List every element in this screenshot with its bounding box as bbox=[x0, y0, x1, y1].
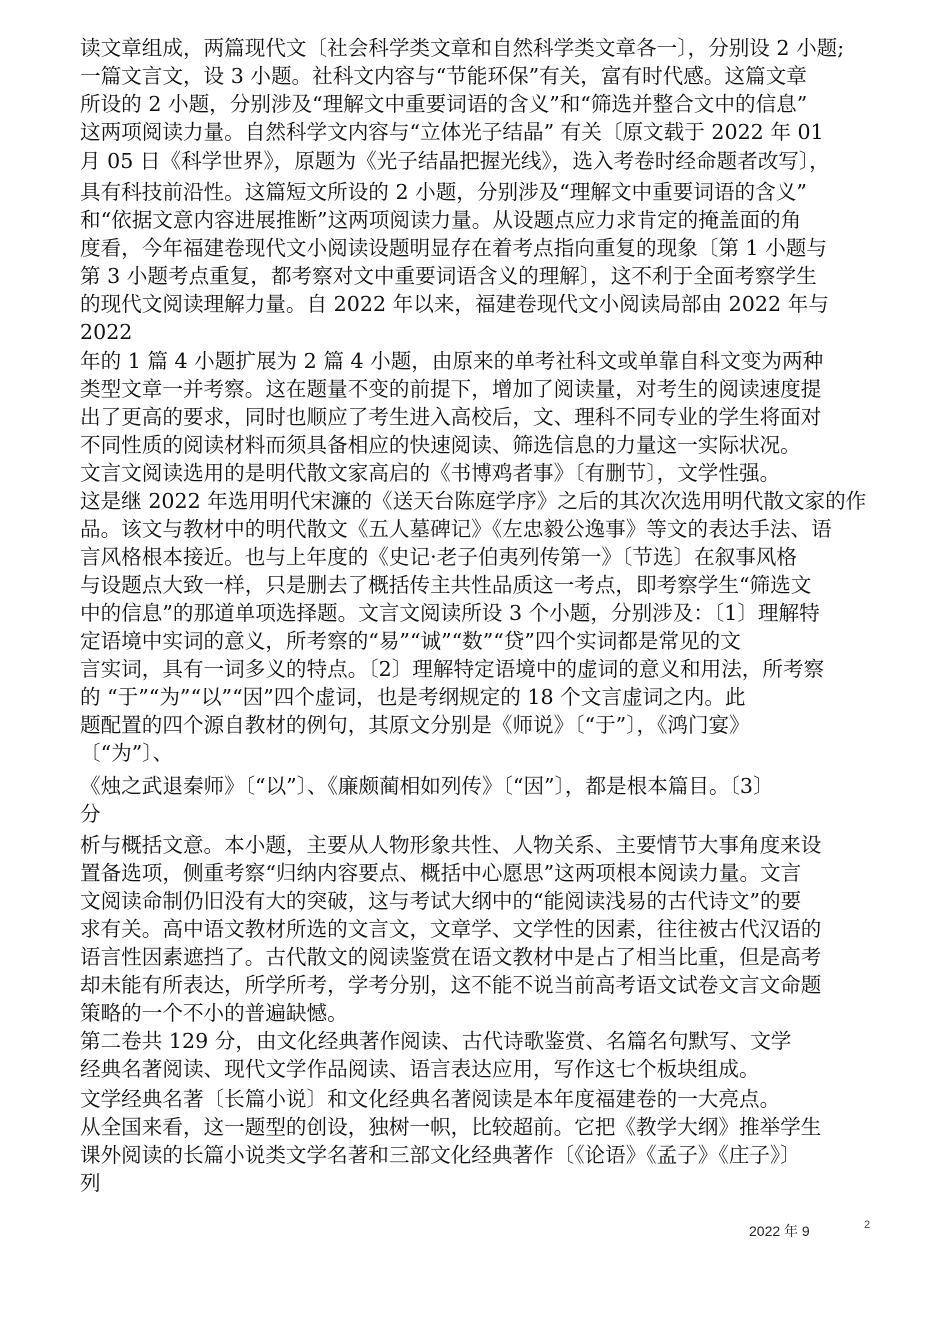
text-line: 文学经典名著〔长篇小说〕和文化经典名著阅读是本年度福建卷的一大亮点。 bbox=[80, 1087, 781, 1111]
text-line: 经典名著阅读、现代文学作品阅读、语言表达应用，写作这七个板块组成。 bbox=[80, 1057, 760, 1081]
text-line: 一篇文言文，设 3 小题。社科文内容与“节能环保”有关，富有时代感。这篇文章 bbox=[80, 64, 807, 88]
text-line: 与设题点大致一样，只是删去了概括传主共性品质这一考点，即考察学生“筛选文 bbox=[80, 573, 812, 597]
text-line: 中的信息”的那道单项选择题。文言文阅读所设 3 个小题，分别涉及：〔1〕理解特 bbox=[80, 601, 820, 625]
text-line: 品。该文与教材中的明代散文《五人墓碑记》《左忠毅公逸事》等文的表达手法、语 bbox=[80, 517, 832, 541]
text-line: 析与概括文意。本小题，主要从人物形象共性、人物关系、主要情节大事角度来设 bbox=[80, 833, 822, 857]
text-line: 言风格根本接近。也与上年度的《史记·老子伯夷列传第一》〔节选〕在叙事风格 bbox=[80, 545, 798, 569]
text-line: 置备选项，侧重考察“归纳内容要点、概括中心愿思”这两项根本阅读力量。文言 bbox=[80, 861, 802, 885]
text-line: 出了更高的要求，同时也顺应了考生进入高校后，文、理科不同专业的学生将面对 bbox=[80, 405, 822, 429]
text-line: 语言性因素遮挡了。古代散文的阅读鉴赏在语文教材中是占了相当比重，但是高考 bbox=[80, 945, 822, 969]
text-line: 和“依据文意内容进展推断”这两项阅读力量。从设题点应力求肯定的掩盖面的角 bbox=[80, 208, 802, 232]
text-line: 2022 bbox=[80, 320, 133, 344]
text-line: 却未能有所表达，所学所考，学考分别，这不能不说当前高考语文试卷文言文命题 bbox=[80, 973, 822, 997]
text-line: 年的 1 篇 4 小题扩展为 2 篇 4 小题，由原来的单考社科文或单靠自科文变为两种 bbox=[80, 349, 824, 373]
text-line: 分 bbox=[80, 802, 101, 826]
text-line: 言实词，具有一词多义的特点。〔2〕理解特定语境中的虚词的意义和用法，所考察 bbox=[80, 657, 825, 681]
text-line: 求有关。高中语文教材所选的文言文，文章学、文学性的因素，往往被古代汉语的 bbox=[80, 917, 822, 941]
text-line: 具有科技前沿性。这篇短文所设的 2 小题，分别涉及“理解文中重要词语的含义” bbox=[80, 180, 807, 204]
text-line: 这是继 2022 年选用明代宋濂的《送天台陈庭学序》之后的其次次选用明代散文家的作 bbox=[80, 489, 867, 513]
text-line: 这两项阅读力量。自然科学文内容与“立体光子结晶” 有关〔原文载于 2022 年 01 bbox=[80, 120, 824, 144]
text-line: 文阅读命制仍旧没有大的突破，这与考试大纲中的“能阅读浅易的古代诗文”的要 bbox=[80, 889, 802, 913]
footer-date: 2022 年 9 bbox=[749, 1223, 810, 1239]
text-line: 文言文阅读选用的是明代散文家高启的《书博鸡者事》〔有删节〕，文学性强。 bbox=[80, 461, 781, 485]
text-line: 题配置的四个源自教材的例句，其原文分别是《师说》〔“于”〕，《鸿门宴》 bbox=[80, 713, 750, 737]
text-line: 的 “于”“为”“以”“因”四个虚词，也是考纲规定的 18 个文言虚词之内。此 bbox=[80, 685, 746, 709]
text-line: 类型文章一并考察。这在题量不变的前提下，增加了阅读量，对考生的阅读速度提 bbox=[80, 377, 822, 401]
text-line: 从全国来看，这一题型的创设，独树一帜，比较超前。它把《教学大纲》推举学生 bbox=[80, 1115, 822, 1139]
text-line: 所设的 2 小题，分别涉及“理解文中重要词语的含义”和“筛选并整合文中的信息” bbox=[80, 92, 808, 116]
text-line: 第 3 小题考点重复，都考察对文中重要词语含义的理解〕，这不利于全面考察学生 bbox=[80, 264, 817, 288]
text-line: 定语境中实词的意义，所考察的“易”“诚”“数”“贷”四个实词都是常见的文 bbox=[80, 629, 741, 653]
text-line: 的现代文阅读理解力量。自 2022 年以来，福建卷现代文小阅读局部由 2022 年与 bbox=[80, 292, 829, 316]
text-line: 《烛之武退秦师》〔“以”〕、《廉颇蔺相如列传》〔“因”〕，都是根本篇目。〔3〕 bbox=[80, 774, 774, 798]
text-line: 列 bbox=[80, 1171, 101, 1195]
text-line: 策略的一个不小的普遍缺憾。 bbox=[80, 1001, 348, 1025]
text-line: 课外阅读的长篇小说类文学名著和三部文化经典著作〔《论语》《孟子》《庄子》〕 bbox=[80, 1143, 801, 1167]
text-line: 不同性质的阅读材料而须具备相应的快速阅读、筛选信息的力量这一实际状况。 bbox=[80, 433, 801, 457]
text-line: 第二卷共 129 分，由文化经典著作阅读、古代诗歌鉴赏、名篇名句默写、文学 bbox=[80, 1029, 792, 1053]
page-number: 2 bbox=[864, 1219, 871, 1231]
text-line: 度看，今年福建卷现代文小阅读设题明显存在着考点指向重复的现象〔第 1 小题与 bbox=[80, 236, 827, 260]
text-line: 〔“为”〕、 bbox=[80, 741, 174, 765]
text-line: 读文章组成，两篇现代文〔社会科学类文章和自然科学类文章各一〕，分别设 2 小题; bbox=[80, 36, 845, 60]
text-line: 月 05 日《科学世界》，原题为《光子结晶把握光线》，选入考卷时经命题者改写〕， bbox=[80, 149, 830, 173]
